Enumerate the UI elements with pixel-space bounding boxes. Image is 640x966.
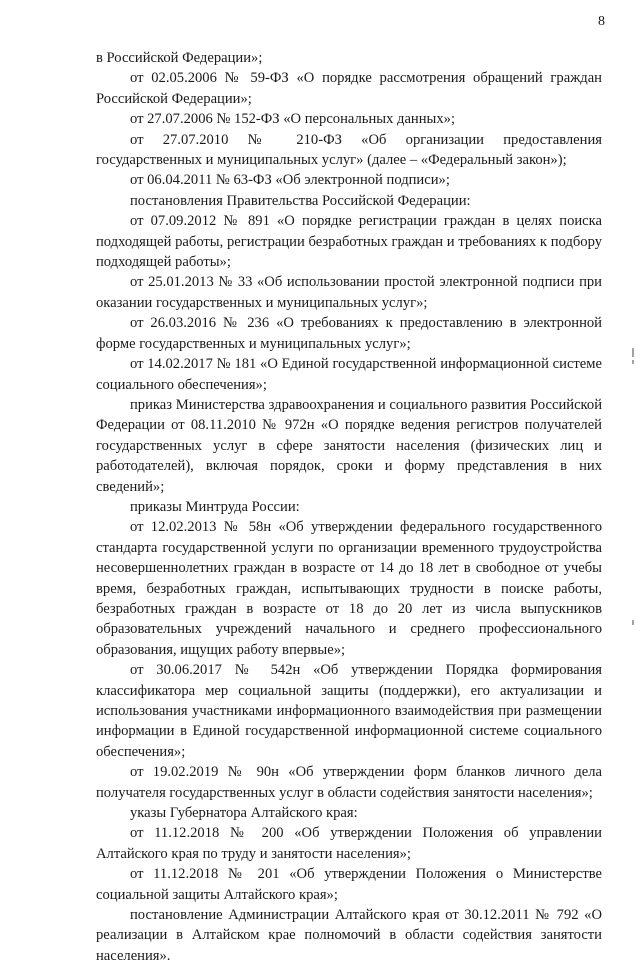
paragraph-02: от 02.05.2006 № 59-ФЗ «О порядке рассмотрения обращений граждан Российской Федерации»; [96,70,602,107]
paragraph-06: постановления Правительства Российской Федерации: [130,192,471,209]
paragraph-11: приказ Министерства здравоохранения и социального развития Российской Федерации от 08.11.2010 № 972н «О порядке ведения регистров получателей государственных услуг в сфере занятости населения (физических лиц и работодателей), включая порядок, сроки и форму представления в них сведений»; [96,396,602,495]
paragraph-13: от 12.02.2013 № 58н «Об утверждении федерального государственного стандарта государственной услуги по организации временного трудоустройства несовершеннолетних граждан в возрасте от 14 до 18 лет в свободное от учебы время, безработных граждан, испытывающих трудности в поиске работы, безработных граждан в возрасте от 18 до 20 лет из числа выпускников образовательных учреждений начального и среднего профессионального образования, ищущих работу впервые»; [96,519,602,658]
scan-artifact-mark [632,348,634,357]
scan-artifact-mark [632,360,634,364]
paragraph-14: от 30.06.2017 № 542н «Об утверждении Порядка формирования классификатора мер социальной защиты (поддержки), его актуализации и использования участниками информационного взаимодействия при размещении информации в Единой государственной информационной системе социального обеспечения»; [96,662,602,760]
paragraph-12: приказы Минтруда России: [130,498,300,515]
paragraph-04: от 27.07.2010 № 210-ФЗ «Об организации предоставления государственных и муниципальных услуг» (далее – «Федеральный закон»); [96,131,602,169]
paragraph-10: от 14.02.2017 № 181 «О Единой государственной информационной системе социального обеспечения»; [96,356,602,393]
paragraph-01: в Российской Федерации»; [96,50,263,66]
document-body [96,48,602,966]
paragraph-08: от 25.01.2013 № 33 «Об использовании простой электронной подписи при оказании государственных и муниципальных услуг»; [96,274,602,311]
paragraph-15: от 19.02.2019 № 90н «Об утверждении форм бланков личного дела получателя государственных услуг в области содействия занятости населения»; [96,764,602,801]
paragraph-16: указы Губернатора Алтайского края: [130,805,358,822]
paragraph-07: от 07.09.2012 № 891 «О порядке регистрации граждан в целях поиска подходящей работы, регистрации безработных граждан и требованиях к подбору подходящей работы»; [96,213,602,271]
page-number: 8 [598,14,605,29]
paragraph-17: от 11.12.2018 № 200 «Об утверждении Положения об управлении Алтайского края по труду и занятости населения»; [96,825,602,862]
paragraph-18: от 11.12.2018 № 201 «Об утверждении Положения о Министерстве социальной защиты Алтайского края»; [96,866,602,903]
paragraph-03: от 27.07.2006 № 152-ФЗ «О персональных данных»; [130,111,455,128]
paragraph-05: от 06.04.2011 № 63-ФЗ «Об электронной подписи»; [130,172,450,189]
scan-artifact-mark [632,620,634,625]
paragraph-09: от 26.03.2016 № 236 «О требованиях к предоставлению в электронной форме государственных и муниципальных услуг»; [96,315,602,352]
paragraph-19: постановление Администрации Алтайского края от 30.12.2011 № 792 «О реализации в Алтайском крае полномочий в области содействия занятости населения». [96,907,602,964]
